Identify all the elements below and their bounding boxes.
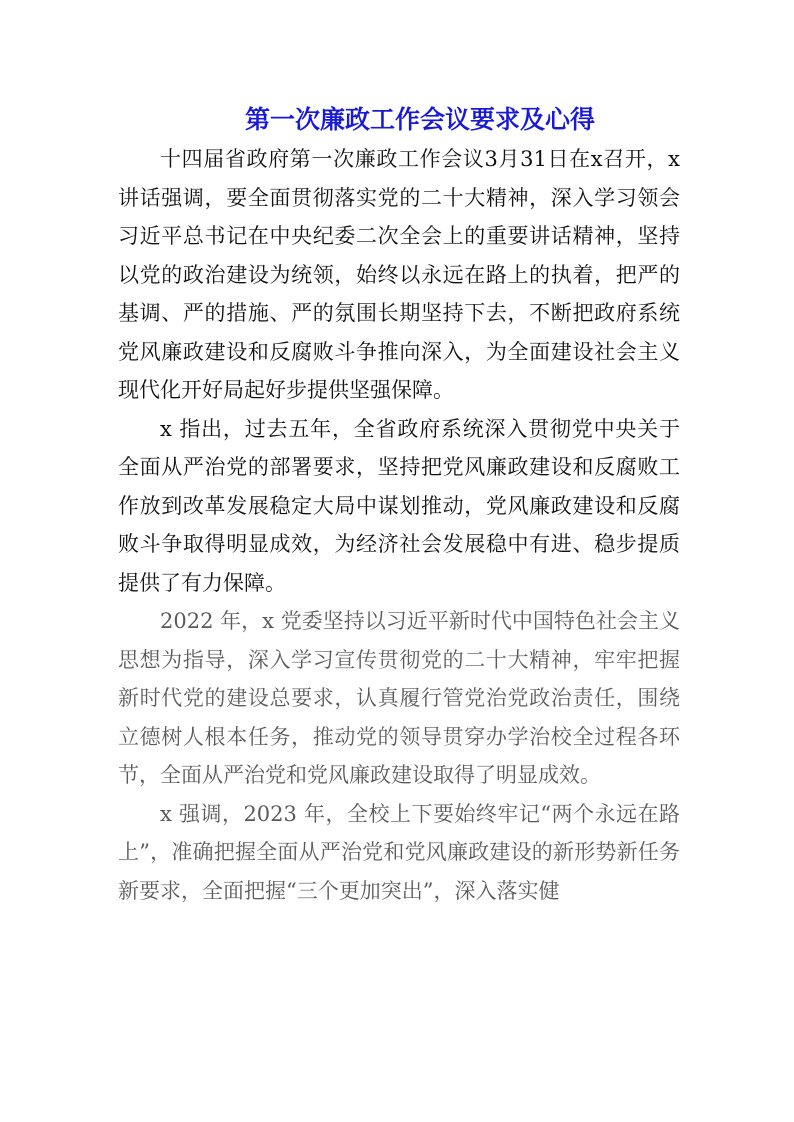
paragraph-3: 2022 年，x 党委坚持以习近平新时代中国特色社会主义思想为指导，深入学习宣传贯彻党的二十大精神，牢牢把握新时代党的建设总要求，认真履行管党治党政治责任，围绕立德树人根本任务，推动党的领导贯穿办学治校全过程各环节，全面从严治党和党风廉政建设取得了明显成效。 [118, 609, 680, 787]
document-title: 第一次廉政工作会议要求及心得 [244, 105, 595, 134]
document-body [118, 140, 680, 910]
paragraph-2: x 指出，过去五年，全省政府系统深入贯彻党中央关于全面从严治党的部署要求，坚持把党风廉政建设和反腐败工作放到改革发展稳定大局中谋划推动，党风廉政建设和反腐败斗争取得明显成效，为经济社会发展稳中有进、稳步提质提供了有力保障。 [118, 416, 680, 595]
paragraph-4: x 强调，2023 年，全校上下要始终牢记“两个永远在路上”，准确把握全面从严治党和党风廉政建设的新形势新任务新要求，全面把握“三个更加突出”，深入落实健 [118, 801, 680, 903]
paragraph-1: 十四届省政府第一次廉政工作会议3月31日在x召开，x 讲话强调，要全面贯彻落实党的二十大精神，深入学习领会习近平总书记在中央纪委二次全会上的重要讲话精神，坚持以党的政治建设为统领，始终以永远在路上的执着，把严的基调、严的措施、严的氛围长期坚持下去，不断把政府系统党风廉政建设和反腐败斗争推向深入，为全面建设社会主义现代化开好局起好步提供坚强保障。 [118, 147, 680, 402]
